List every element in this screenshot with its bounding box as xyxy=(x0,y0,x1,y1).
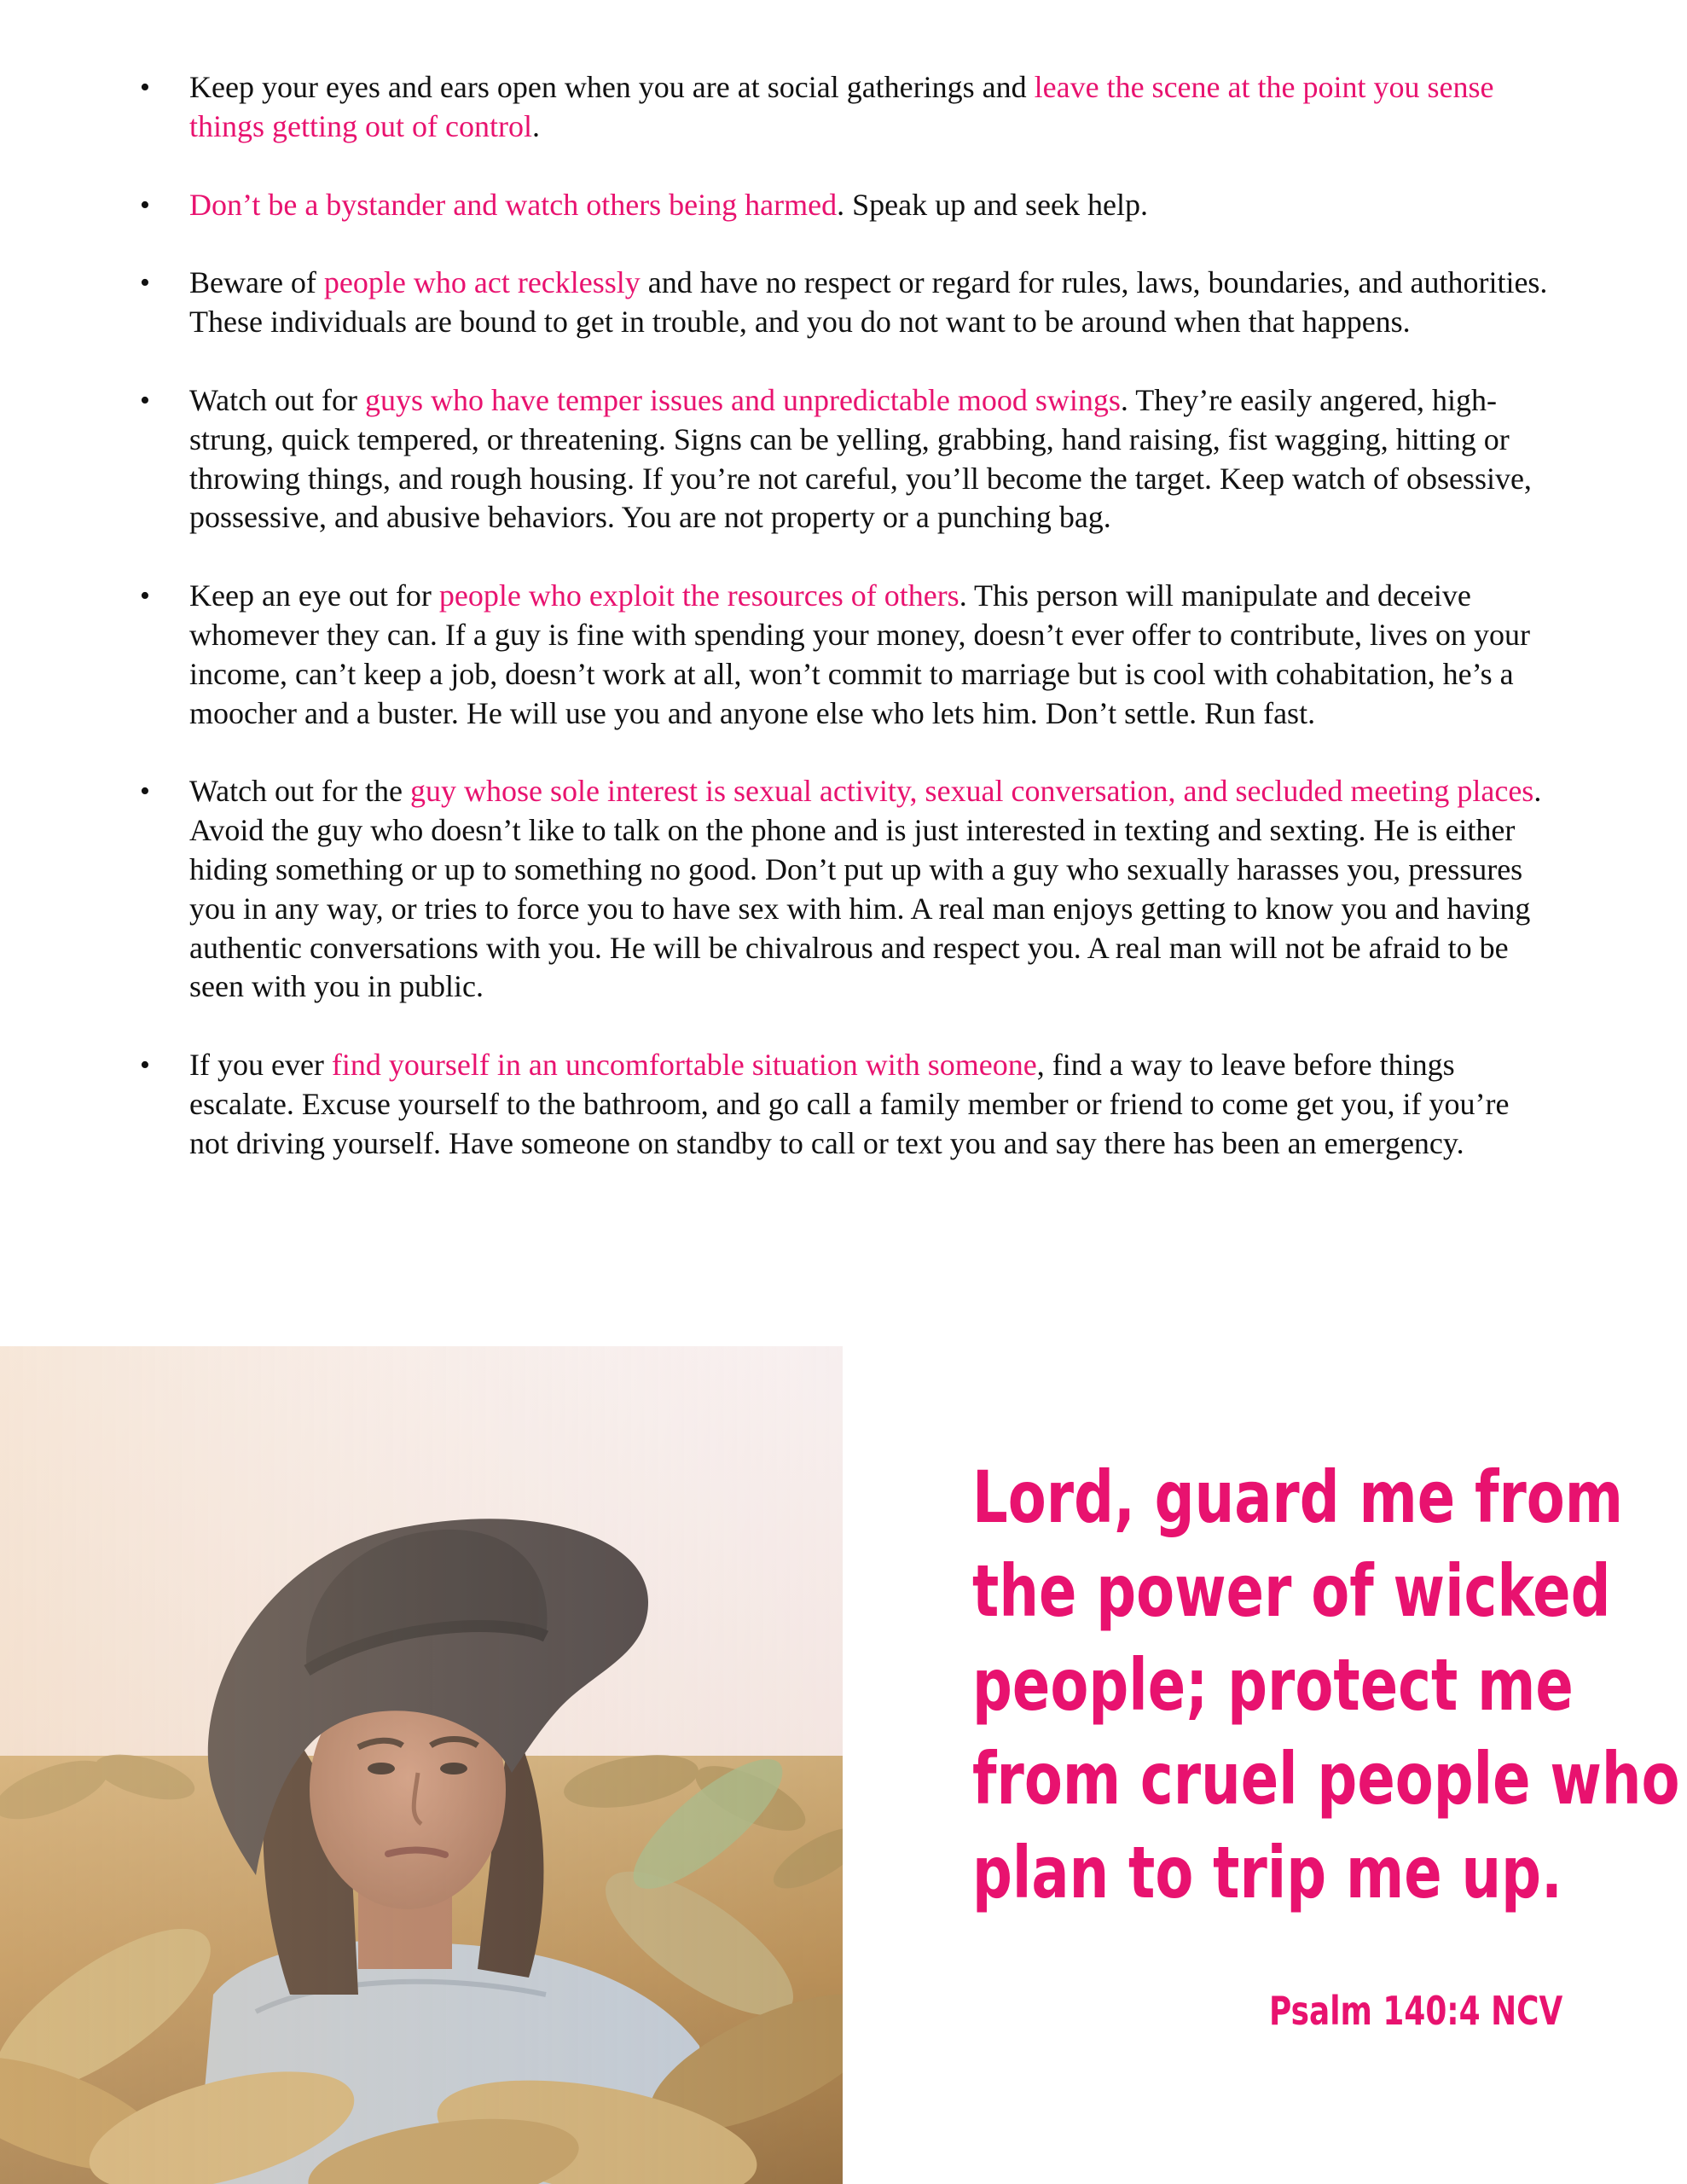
quote-line: plan to trip me up. xyxy=(972,1831,1562,1914)
bullet-text: . They’re easily angered, high-strung, quick tempered, or threatening. Signs can be yelling, grabbing, hand raising, fist wagging, hitting or throwing things, and rough housing. If you’re not careful, you’ll become the target. Keep watch of obsessive, possessive, and abusive behaviors. You are not property or a punching bag. xyxy=(189,382,1532,535)
bullet-text: Keep an eye out for xyxy=(189,578,439,613)
quote-citation: Psalm 140:4 NCV xyxy=(1269,1988,1563,2034)
bullet-dot: • xyxy=(140,189,150,221)
bullet-item xyxy=(136,1046,1552,1163)
bullet-text: Beware of xyxy=(189,265,324,300)
bullet-text: . xyxy=(531,108,540,143)
bullet-list xyxy=(136,68,1552,1203)
bullet-dot: • xyxy=(140,384,150,416)
scripture-quote xyxy=(972,1450,1680,1920)
quote-line: Lord, guard me from xyxy=(972,1455,1624,1539)
bullet-text: . Avoid the guy who doesn’t like to talk on the phone and is just interested in texting and sexting. He is either hiding something or up to something no good. Don’t put up with a guy who sexually harasses you, pressures you in any way, or tries to force you to have sex with him. A real man enjoys getting to know you and having authentic conversations with you. He will be chivalrous and respect you. A real man will not be afraid to be seen with you in public. xyxy=(189,774,1542,1004)
quote-line: from cruel people who xyxy=(972,1737,1680,1821)
bullet-highlight: leave the scene at the point you sense things getting out of control xyxy=(189,70,1494,143)
quote-line: people; protect me xyxy=(972,1643,1574,1727)
bullet-highlight: guy whose sole interest is sexual activity, sexual conversation, and secluded meeting places xyxy=(410,774,1534,809)
bullet-item xyxy=(136,381,1552,537)
bullet-dot: • xyxy=(140,1049,150,1082)
bullet-text: Keep your eyes and ears open when you are at social gatherings and xyxy=(189,70,1035,104)
bullet-highlight: find yourself in an uncomfortable situation with someone xyxy=(331,1048,1037,1083)
bullet-highlight: people who exploit the resources of others xyxy=(438,578,959,613)
bullet-item xyxy=(136,577,1552,733)
bullet-item xyxy=(136,264,1552,342)
bullet-text: Watch out for xyxy=(189,382,366,417)
bullet-item xyxy=(136,68,1552,147)
bullet-highlight: guys who have temper issues and unpredictable mood swings xyxy=(365,382,1121,417)
bullet-item xyxy=(136,186,1552,225)
bullet-dot: • xyxy=(140,580,150,613)
bullet-text: . This person will manipulate and deceive whomever they can. If a guy is fine with spending your money, doesn’t ever offer to contribute, lives on your income, can’t keep a job, doesn’t work at all, won’t commit to marriage but is cool with cohabitation, he’s a moocher and a buster. He will use you and anyone else who lets him. Don’t settle. Run fast. xyxy=(189,578,1530,730)
bullet-text: Watch out for the xyxy=(189,774,411,809)
bullet-text: , find a way to leave before things escalate. Excuse yourself to the bathroom, and go call a family member or friend to come get you, if you’re not driving yourself. Have someone on standby to call or text you and say there has been an emergency. xyxy=(189,1048,1510,1160)
bullet-text: . Speak up and seek help. xyxy=(837,187,1148,222)
bullet-item xyxy=(136,772,1552,1007)
bullet-dot: • xyxy=(140,775,150,808)
woman-in-hat-photo xyxy=(0,1346,843,2184)
quote-line: the power of wicked xyxy=(972,1549,1611,1633)
bullet-text: and have no respect or regard for rules, laws, boundaries, and authorities. These individuals are bound to get in trouble, and you do not want to be around when that happens. xyxy=(189,265,1548,340)
bullet-highlight: Don’t be a bystander and watch others being harmed xyxy=(189,187,838,222)
bullet-highlight: people who act recklessly xyxy=(323,265,641,300)
bullet-text: If you ever xyxy=(189,1048,332,1083)
bullet-dot: • xyxy=(140,72,150,103)
bullet-dot: • xyxy=(140,267,150,299)
